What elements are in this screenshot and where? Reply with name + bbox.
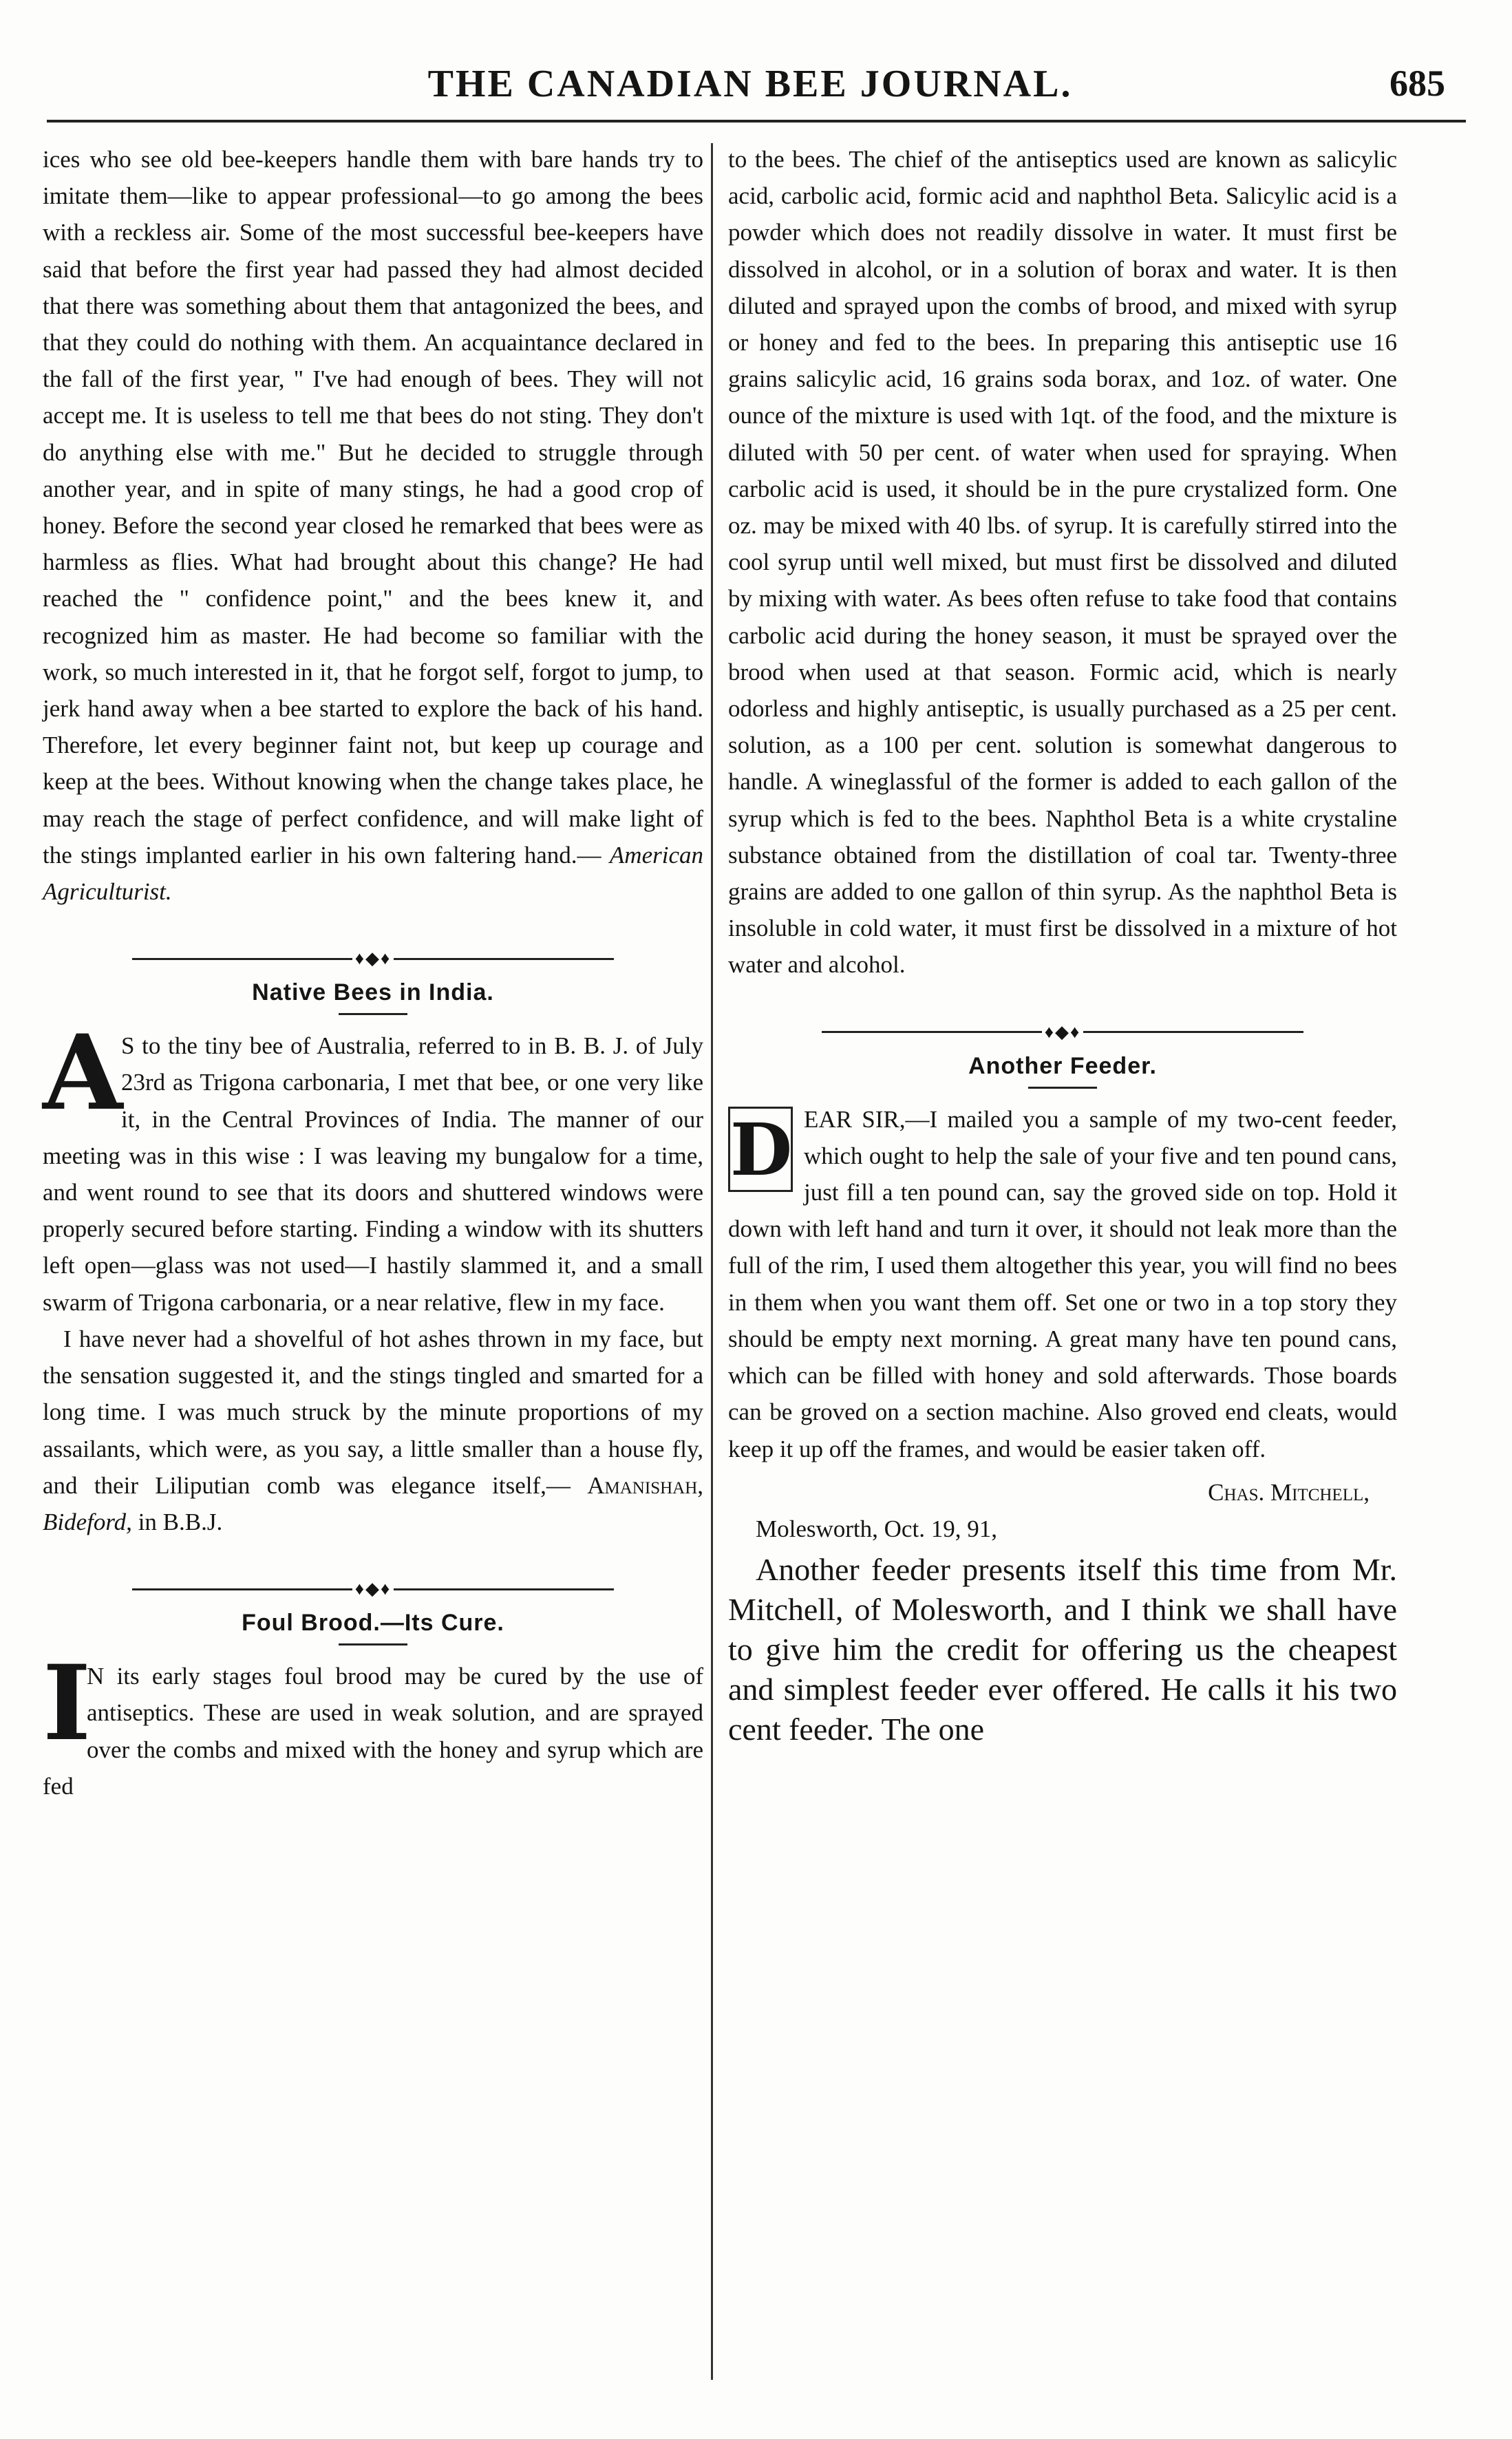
letter-signature: Chas. Mitchell, [1208,1478,1370,1506]
column-divider [711,143,713,2380]
native-bees-signature: Amanishah, [587,1471,704,1499]
title-rule [339,1643,407,1645]
left-column [43,141,703,1804]
right-column [728,141,1397,1749]
another-feeder-section [728,1021,1397,1749]
letter-dateline: Molesworth, Oct. 19, 91, [756,1515,997,1542]
page-number: 685 [1389,63,1445,104]
continuation-text: ices who see old bee-keepers handle them with bare hands try to imitate them—like to appear professional—to go among the bees with a reckless air. Some of the most successful bee-keepers have said that before the first year had passed they had almost decided that there was something about them that antagonized the bees, and that they could do nothing with them. An acquaintance declared in the fall of the first year, " I've had enough of bees. They will not accept me. It is useless to tell me that bees do not sting. They don't do anything else with me." But he decided to struggle through another year, and in spite of many stings, he had a good crop of honey. Before the second year closed he remarked that bees were as harmless as flies. What had brought about this change? He had reached the " confidence point," and the bees knew it, and recognized him as master. He had become so familiar with the work, so much interested in it, that he forgot self, forgot to jump, to jerk hand away when a bee started to explore the back of his hand. Therefore, let every beginner faint not, but keep up courage and keep at the bees. Without knowing when the change takes place, he may reach the stage of perfect confidence, and will make light of the stings implanted earlier in his own faltering hand.— [43,146,703,869]
another-feeder-title: Another Feeder. [968,1052,1157,1079]
editor-note [728,1550,1397,1749]
foul-brood-section [43,1577,703,1804]
drop-cap: A [43,1012,123,1134]
drop-cap: I [43,1643,92,1765]
another-feeder-para-1 [728,1101,1397,1467]
title-rule [339,1013,407,1015]
native-bees-place: Bideford, [43,1508,132,1535]
continuation-source: American Agriculturist. [43,841,703,906]
journal-title: THE CANADIAN BEE JOURNAL. [427,63,1073,105]
title-rule [1028,1087,1097,1089]
native-bees-source: in B.B.J. [131,1508,223,1535]
foul-brood-title: Foul Brood.—Its Cure. [242,1610,504,1637]
native-bees-section [43,947,703,1540]
editor-note-text: Another feeder presents itself this time from Mr. Mitchell, of Molesworth, and I think we shall have to give him the credit for offering us the cheapest and simplest feeder ever offered. He calls it his two cent feeder. The one [728,1552,1397,1747]
foul-brood-para-1 [43,1643,703,1804]
article-continuation [43,141,703,910]
another-feeder-text-1: EAR SIR,—I mailed you a sample of my two-cent feeder, which ought to help the sale of your five and ten pound cans, just fill a ten pound can, say the groved side on top. Hold it down with left hand and turn it over, it should not leak more than the full of the rim, I used them altogether this year, you will find no bees in them when you want them off. Set one or two in a top story they should be empty next morning. A great many have ten pound cans, which can be filled with honey and sold afterwards. Those boards can be groved on a section machine. Also groved end cleats, would keep it up off the frames, and would be easier taken off. [728,1105,1397,1462]
section-ornament: ♦◆♦ [43,1577,703,1598]
native-bees-para-2 [43,1321,703,1540]
native-bees-title: Native Bees in India. [252,979,494,1006]
foul-brood-continuation-text: to the bees. The chief of the antiseptics used are known as salicylic acid, carbolic acid, formic acid and naphthol Beta. Salicylic acid is a powder which does not readily dissolve in water. It must first be dissolved in alcohol, or in a solution of borax and water. It is then diluted and sprayed upon the combs of brood, and mixed with syrup or honey and fed to the bees. In preparing this antiseptic use 16 grains salicylic acid, 16 grains soda borax, and 1oz. of water. One ounce of the mixture is used with 1qt. of the food, and the mixture is diluted with 50 per cent. of water when used for spraying. When carbolic acid is used, it should be in the pure crystalized form. One oz. may be mixed with 40 lbs. of syrup. It is carefully stirred into the cool syrup until well mixed, but must first be dissolved and diluted by mixing with water. As bees often refuse to take food that contains carbolic acid during the honey season, it must be sprayed over the brood when used at that season. Formic acid, which is nearly odorless and highly antiseptic, is usually purchased as a 25 per cent. solution, as a 100 per cent. solution is somewhat dangerous to handle. A wineglassful of the former is added to each gallon of the syrup which is fed to the bees. Naphthol Beta is a white crystaline substance obtained from the distillation of coal tar. Twenty-three grains are added to one gallon of thin syrup. As the naphthol Beta is insoluble in cold water, it must first be dissolved in a mixture of hot water and alcohol. [728,146,1397,979]
drop-cap: D [728,1107,793,1192]
native-bees-text-2: I have never had a shovelful of hot ashes thrown in my face, but the sensation suggested it, and the stings tingled and smarted for a long time. I was much struck by the minute proportions of my assailants, which were, as you say, a little smaller than a house fly, and their Liliputian comb was elegance itself,— [43,1325,703,1499]
foul-brood-text-1: N its early stages foul brood may be cured by the use of antiseptics. These are used in weak solution, and are sprayed over the combs and mixed with the honey and syrup which are fed [43,1663,703,1800]
native-bees-text-1: S to the tiny bee of Australia, referred to in B. B. J. of July 23rd as Trigona carbonaria, I met that bee, or one very like it, in the Central Provinces of India. The manner of our meeting was in this wise : I was leaving my bungalow for a time, and went round to see that its doors and shuttered windows were properly secured before starting. Finding a window with its shutters left open—glass was not used—I hastily slammed it, and a small swarm of Trigona carbonaria, or a near relative, flew in my face. [43,1032,703,1316]
section-ornament: ♦◆♦ [728,1021,1397,1041]
page-header [34,48,1466,131]
section-ornament: ♦◆♦ [43,947,703,968]
header-rule [47,120,1466,123]
foul-brood-continuation [728,141,1397,983]
native-bees-para-1 [43,1012,703,1321]
